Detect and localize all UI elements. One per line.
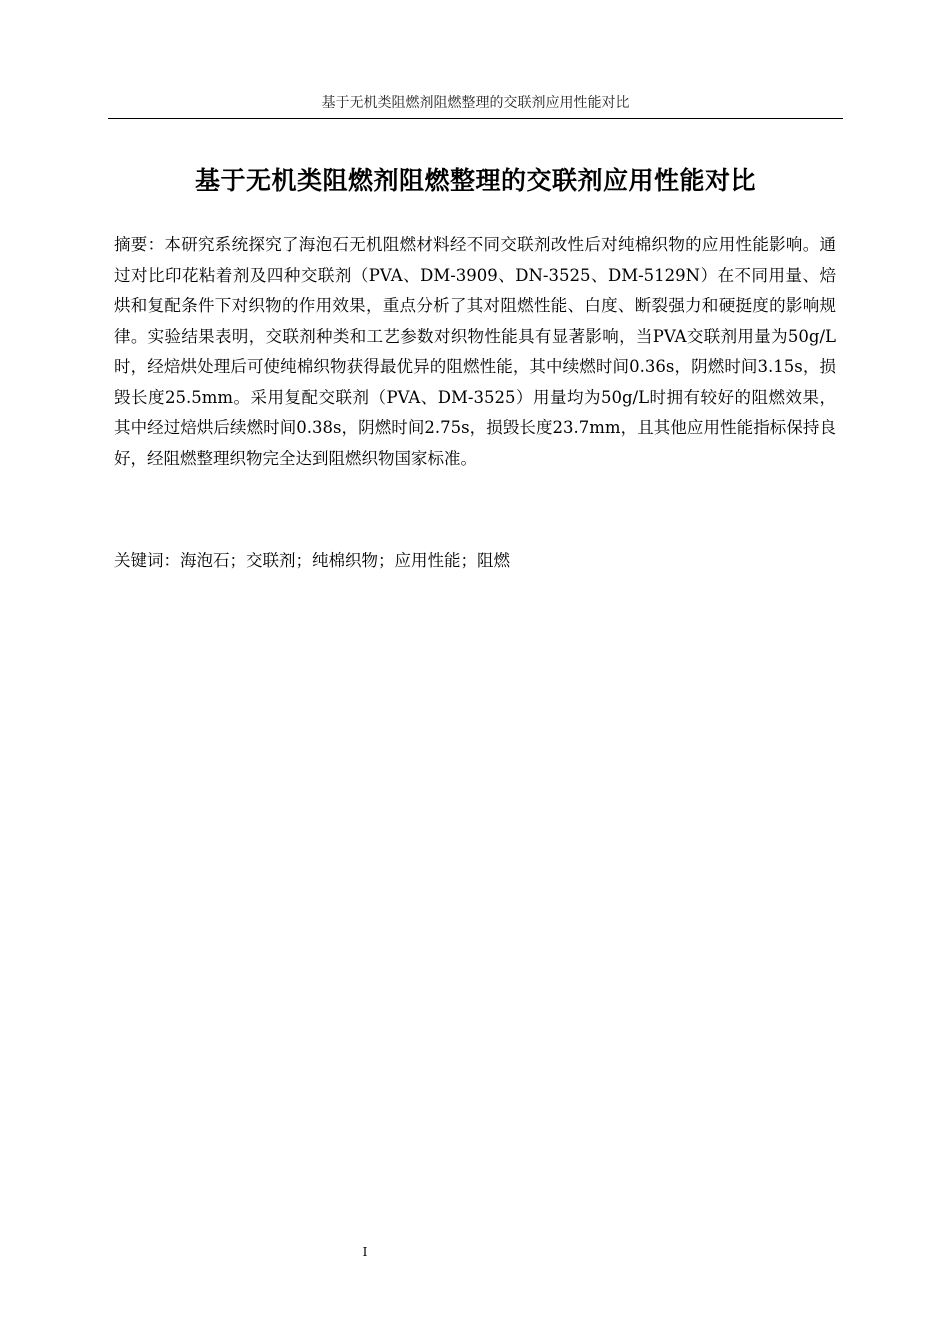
keywords-label: 关键词： bbox=[114, 551, 180, 570]
abstract-paragraph bbox=[114, 230, 836, 474]
header-rule bbox=[108, 118, 843, 119]
paper-title: 基于无机类阻燃剂阻燃整理的交联剂应用性能对比 bbox=[194, 166, 756, 195]
abstract-text: 本研究系统探究了海泡石无机阻燃材料经不同交联剂改性后对纯棉织物的应用性能影响。通过对比印花粘着剂及四种交联剂（PVA、DM-3909、DN-3525、DM-5129N）在不同用量、焙烘和复配条件下对织物的作用效果，重点分析了其对阻燃性能、白度、断裂强力和硬挺度的影响规律。实验结果表明，交联剂种类和工艺参数对织物性能具有显著影响，当PVA交联剂用量为50g/L时，经焙烘处理后可使纯棉织物获得最优异的阻燃性能，其中续燃时间0.36s，阴燃时间3.15s，损毁长度25.5mm。采用复配交联剂（PVA、DM-3525）用量均为50g/L时拥有较好的阻燃效果，其中经过焙烘后续燃时间0.38s，阴燃时间2.75s，损毁长度23.7mm，且其他应用性能指标保持良好，经阻燃整理织物完全达到阻燃织物国家标准。 bbox=[114, 235, 837, 468]
keywords-text: 海泡石；交联剂；纯棉织物；应用性能；阻燃 bbox=[180, 551, 510, 570]
keywords-line bbox=[114, 546, 836, 576]
abstract-label: 摘要： bbox=[114, 235, 165, 254]
running-header: 基于无机类阻燃剂阻燃整理的交联剂应用性能对比 bbox=[321, 95, 630, 111]
page-number: I bbox=[362, 1245, 368, 1259]
